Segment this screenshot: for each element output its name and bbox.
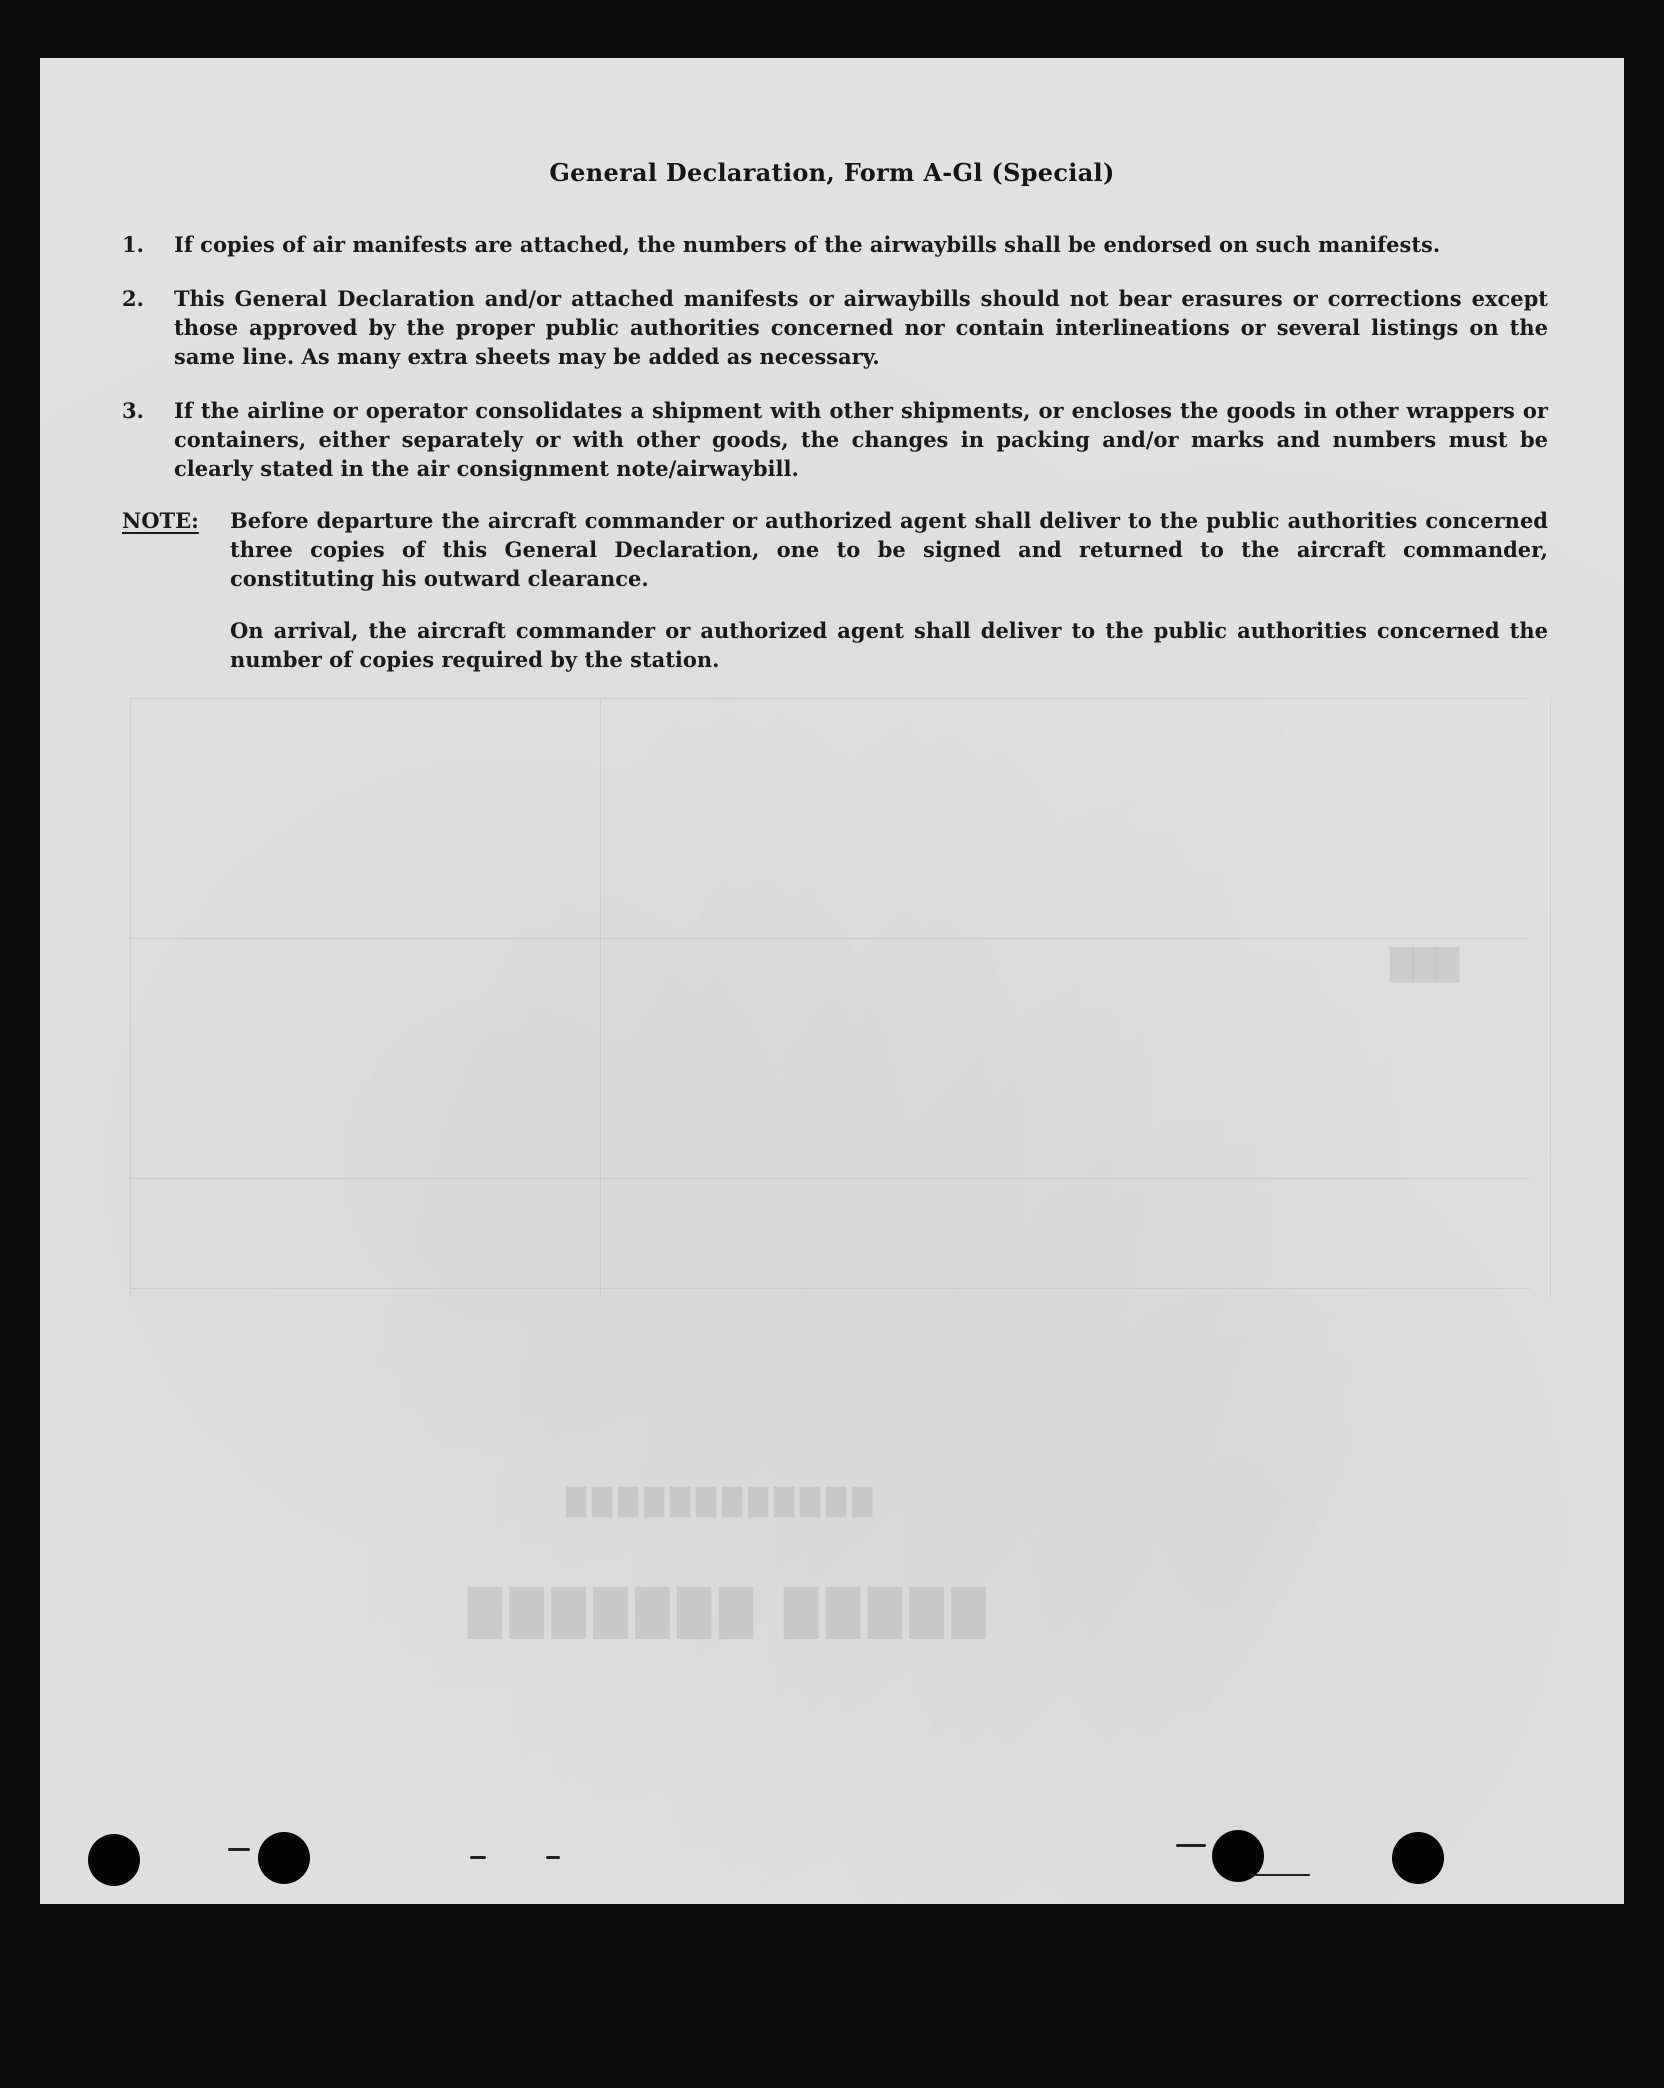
list-item <box>122 230 1548 259</box>
item-text: If the airline or operator consolidates a shipment with other shipments, or encloses the goods in other wrappers or containers, either separately or with other goods, the changes in packing and/or marks and numbers must be clearly stated in the air consignment note/airwaybill. <box>174 398 1548 481</box>
scan-mark <box>546 1856 560 1859</box>
item-text: If copies of air manifests are attached, the numbers of the airwaybills shall be endorsed on such manifests. <box>174 232 1441 257</box>
punch-hole <box>258 1832 310 1884</box>
scan-mark <box>1176 1844 1206 1847</box>
document-page <box>40 58 1624 1904</box>
note-paragraph: On arrival, the aircraft commander or authorized agent shall deliver to the public authorities concerned the number of copies required by the station. <box>230 618 1548 672</box>
bleed-through-rule <box>130 1288 1530 1289</box>
bleed-through-rule <box>130 698 1530 699</box>
punch-hole <box>1392 1832 1444 1884</box>
bleed-through-text: ███ <box>1390 948 1460 983</box>
bleed-through-rule <box>600 698 601 1298</box>
item-number: 3. <box>122 398 144 423</box>
note-paragraph: Before departure the aircraft commander or authorized agent shall deliver to the public authorities concerned three copies of this General Declaration, one to be signed and returned to the aircraft commander, constituting his outward clearance. <box>230 508 1548 591</box>
scan-mark <box>228 1848 250 1851</box>
list-item <box>122 284 1548 371</box>
page-title: General Declaration, Form A-Gl (Special) <box>549 158 1115 187</box>
punch-hole <box>88 1834 140 1886</box>
note-block <box>122 506 1548 593</box>
bleed-through-rule <box>130 938 1530 939</box>
note-block <box>122 616 1548 674</box>
item-text: This General Declaration and/or attached manifests or airwaybills should not bear erasures or corrections except those approved by the proper public authorities concerned nor contain interlineations or several listings on the same line. As many extra sheets may be added as necessary. <box>174 286 1548 369</box>
bleed-through-text: ████████████ <box>560 1488 872 1518</box>
bleed-through-rule <box>130 698 131 1298</box>
bleed-through-rule <box>1550 698 1551 1298</box>
scan-mark <box>1250 1874 1310 1876</box>
bleed-through-rule <box>130 1178 1530 1179</box>
item-number: 2. <box>122 286 144 311</box>
list-item <box>122 396 1548 483</box>
scan-mark <box>470 1856 486 1859</box>
bleed-through-text: █████ ███████ <box>460 1588 986 1639</box>
note-label: NOTE: <box>122 508 199 533</box>
item-number: 1. <box>122 232 144 257</box>
